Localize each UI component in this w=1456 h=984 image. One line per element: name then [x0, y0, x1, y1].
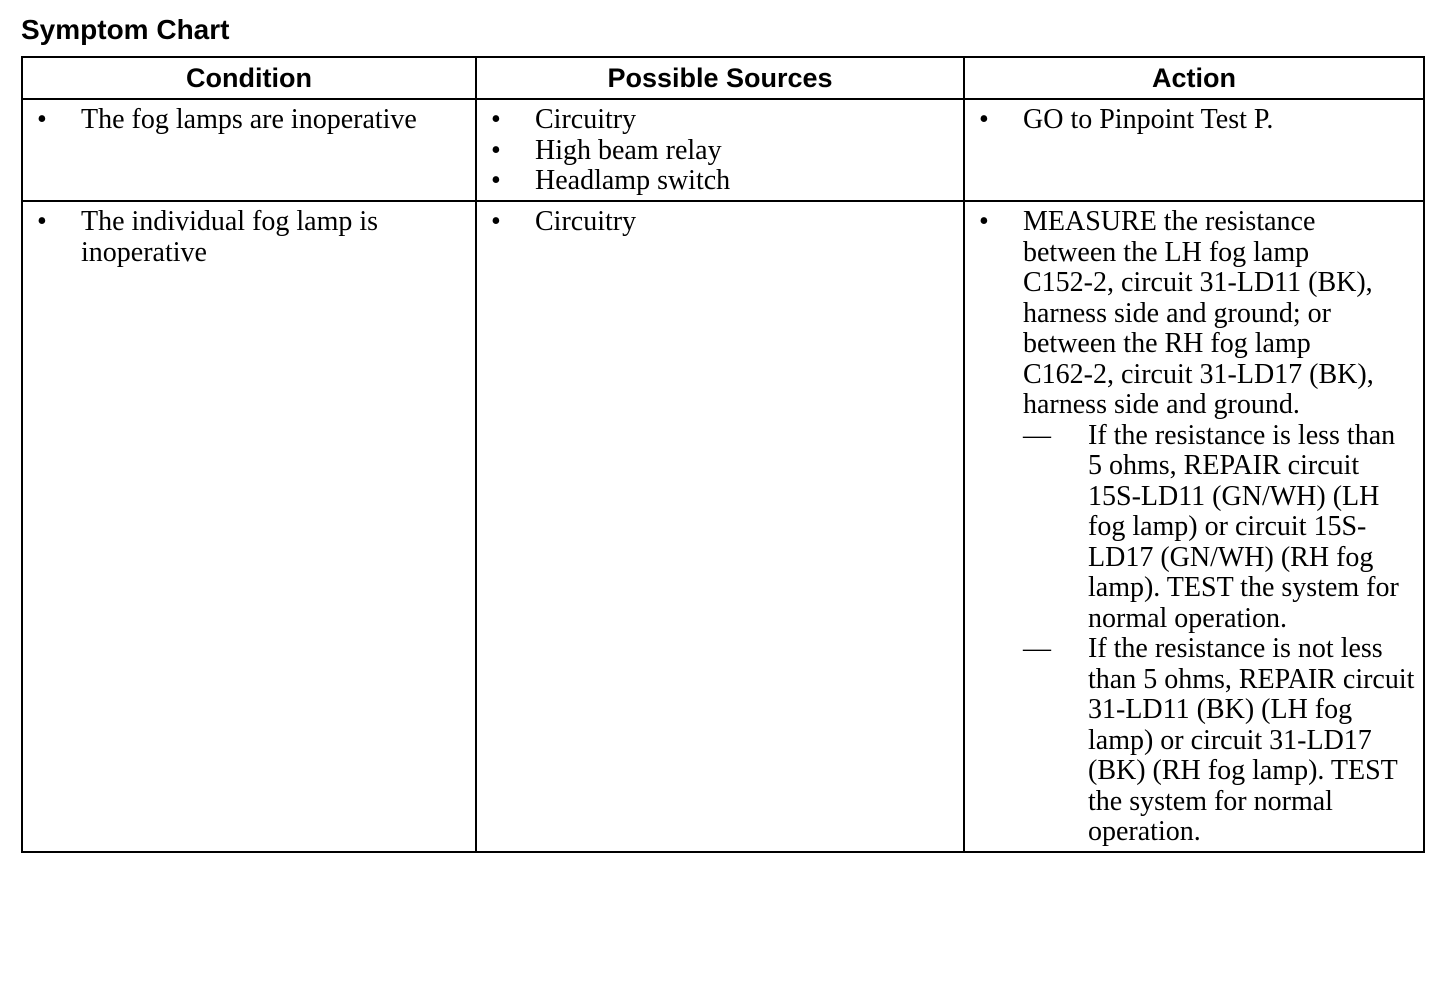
condition-text: The fog lamps are inoperative: [81, 104, 417, 135]
list-item: [489, 207, 955, 238]
table-row: [22, 201, 1424, 852]
condition-cell: [22, 201, 476, 852]
bullet-icon: •: [37, 206, 47, 237]
condition-text: The individual fog lamp is inoperative: [81, 206, 379, 268]
bullet-icon: •: [491, 104, 501, 135]
action-subitem-text: If the resistance is not less than 5 ohms, REPAIR circuit 31-LD11 (BK) (LH fog lamp) or circuit 31-LD17 (BK) (RH fog lamp). TEST the system for normal operation.: [1088, 633, 1415, 847]
list-item: [35, 207, 467, 268]
action-cell: [964, 201, 1424, 852]
action-subitem-text: If the resistance is less than 5 ohms, REPAIR circuit 15S-LD11 (GN/WH) (LH fog lamp) or circuit 15S-LD17 (GN/WH) (RH fog lamp). TEST the system for normal operation.: [1088, 419, 1399, 634]
dash-icon: —: [1023, 633, 1051, 664]
table-row: [22, 99, 1424, 201]
action-text: MEASURE the resistance between the LH fog lamp C152-2, circuit 31-LD11 (BK), harness side and ground; or between the RH fog lamp C162-2, circuit 31-LD17 (BK), harness side and ground.: [1023, 206, 1374, 420]
action-cell: [964, 99, 1424, 201]
chart-title: Symptom Chart: [21, 14, 230, 45]
condition-cell: [22, 99, 476, 201]
header-row: [22, 57, 1424, 99]
list-item: [977, 207, 1415, 848]
list-item: [489, 136, 955, 167]
source-text: Circuitry: [535, 206, 637, 237]
bullet-icon: •: [491, 134, 501, 166]
list-item: [1023, 421, 1415, 635]
action-text: GO to Pinpoint Test P.: [1023, 104, 1274, 135]
bullet-icon: •: [979, 104, 989, 135]
column-header-possible-sources: Possible Sources: [476, 57, 964, 99]
symptom-chart-table: [21, 56, 1425, 853]
list-item: [489, 105, 955, 136]
list-item: [977, 105, 1415, 136]
bullet-icon: •: [37, 104, 47, 135]
list-item: [489, 166, 955, 197]
sources-cell: [476, 99, 964, 201]
column-header-action: Action: [964, 57, 1424, 99]
dash-icon: —: [1023, 419, 1051, 451]
list-item: [1023, 634, 1415, 848]
column-header-condition: Condition: [22, 57, 476, 99]
sources-cell: [476, 201, 964, 852]
bullet-icon: •: [491, 206, 501, 237]
bullet-icon: •: [491, 165, 501, 196]
source-text: Headlamp switch: [535, 165, 731, 196]
list-item: [35, 105, 467, 136]
source-text: High beam relay: [535, 134, 722, 166]
bullet-icon: •: [979, 206, 989, 237]
source-text: Circuitry: [535, 104, 637, 135]
